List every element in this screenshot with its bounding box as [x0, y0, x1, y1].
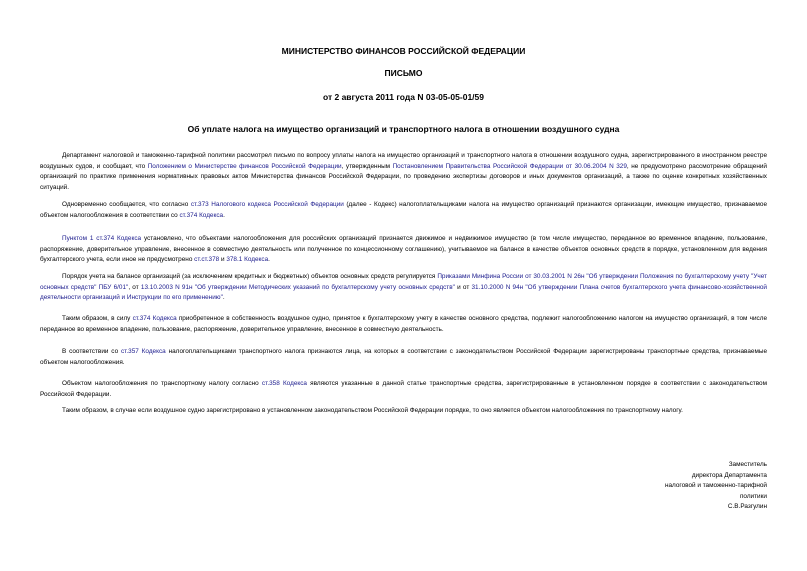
document-date-number: от 2 августа 2011 года N 03-05-05-01/59: [322, 92, 484, 102]
paragraph-1: [40, 151, 767, 193]
link-order-26n[interactable]: Приказами Минфина России от 30.03.2001 N 26н "Об утверждении Положения по бухгалтерскому учету "Учет основных средств" ПБУ 6/01": [40, 273, 767, 291]
link-article-378-1[interactable]: 378.1 Кодекса: [226, 256, 269, 263]
link-government-resolution[interactable]: Постановлением Правительства Российской Федерации от 30.06.2004 N 329: [392, 162, 627, 170]
document-type: ПИСЬМО: [384, 68, 423, 78]
text: .: [222, 294, 225, 301]
signature-title-line-3: налоговой и таможенно-тарифной: [664, 482, 767, 489]
text: и от: [454, 283, 472, 291]
ministry-heading: МИНИСТЕРСТВО ФИНАНСОВ РОССИЙСКОЙ ФЕДЕРАЦИИ: [281, 46, 526, 56]
link-order-94n[interactable]: 31.10.2000 N 94н "Об утверждении Плана счетов бухгалтерского учета финансово-хозяйственной деятельности организаций и Инструкции по его применению": [40, 283, 767, 301]
text: .: [223, 211, 225, 219]
text: (далее - Кодекс) налогоплательщиками налога на имущество организаций признаются организации, имеющие имущество, признаваемое объектом налогообложения в соответствии со: [40, 201, 767, 219]
text: Одновременно сообщается, что согласно: [62, 201, 191, 208]
signature-title-line-1: Заместитель: [728, 461, 767, 468]
text: установлено, что объектами налогообложения для российских организаций признается движимое и недвижимое имущество (в том числе имущество, переданное во временное владение, пользование, распоряжение, доверительное управление, внесенное в совместную деятельность или полученное по концессионному соглашению), учитываемое на балансе в качестве объектов основных средств в порядке, установленном для ведения бухгалтерского учета, если иное не предусмотрено: [40, 235, 767, 263]
text: .: [268, 256, 270, 263]
text: , от: [128, 283, 141, 291]
text: налогоплательщиками транспортного налога признаются лица, на которых в соответствии с законодательством Российской Федерации зарегистрированы транспортные средства, признаваемые объектом налогообложения.: [40, 348, 767, 366]
paragraph-2: [40, 200, 767, 221]
signature-block: [567, 460, 767, 513]
document-subject: Об уплате налога на имущество организаций и транспортного налога в отношении воздушного судна: [187, 124, 620, 134]
link-article-357[interactable]: ст.357 Кодекса: [120, 348, 166, 355]
text: , утвержденным: [341, 162, 393, 170]
text: Таким образом, в силу: [62, 315, 133, 322]
text: В соответствии со: [62, 348, 121, 355]
link-article-374[interactable]: ст.374 Кодекса: [179, 211, 224, 219]
link-article-374-p1[interactable]: Пунктом 1 ст.374 Кодекса: [62, 235, 142, 242]
text: приобретенное в собственность воздушное судно, принятое к бухгалтерскому учету в качестве основного средства, подлежит налогообложению налогом на имущество организаций, в том числе переданное во временное владение, пользование, распоряжение, доверительное управление, внесенное в совместную деятельность.: [40, 315, 768, 333]
paragraph-7: [40, 379, 767, 400]
paragraph-4: [40, 272, 767, 304]
text: и: [219, 256, 227, 263]
link-article-374[interactable]: ст.374 Кодекса: [132, 315, 177, 322]
text: Таким образом, в случае если воздушное судно зарегистрировано в установленном законодательством Российской Федерации порядке, то оно является объектом налогообложения по транспортному налогу.: [62, 407, 683, 414]
paragraph-5: [40, 314, 767, 335]
text: Департамент налоговой и таможенно-тарифной политики рассмотрел письмо по вопросу уплаты налога на имущество организаций и транспортного налога в отношении воздушного судна, зарегистрированного в иностранном реестре воздушных судов, и сообщает, что: [40, 152, 767, 170]
signatory-name: С.В.Разгулин: [727, 503, 767, 510]
paragraph-6: [40, 347, 767, 368]
link-order-91n[interactable]: 13.10.2003 N 91н "Об утверждении Методических указаний по бухгалтерскому учету основных средств": [140, 283, 455, 291]
link-article-358[interactable]: ст.358 Кодекса: [261, 380, 307, 387]
text: , не предусмотрено рассмотрение обращений организаций по практике применения нормативных правовых актов Министерства финансов Российской Федерации, по проведению экспертизы договоров и иных документов организаций, а также по оценке конкретных хозяйственных ситуаций.: [40, 162, 767, 191]
link-article-378[interactable]: ст.ст.378: [194, 256, 220, 263]
paragraph-8: [40, 406, 767, 417]
paragraph-3: [40, 234, 767, 266]
text: Объектом налогообложения по транспортному налогу согласно: [62, 380, 262, 387]
link-article-373[interactable]: ст.373 Налогового кодекса Российской Федерации: [190, 201, 344, 208]
signature-title-line-2: директора Департамента: [691, 471, 767, 479]
signature-title-line-4: политики: [739, 492, 767, 500]
link-ministry-regulation[interactable]: Положением о Министерстве финансов Российской Федерации: [147, 162, 342, 170]
text: Порядок учета на балансе организаций (за исключением кредитных и бюджетных) объектов основных средств регулируется: [62, 273, 438, 280]
text: являются указанные в данной статье транспортные средства, зарегистрированные в установленном порядке в соответствии с законодательством Российской Федерации.: [40, 380, 768, 398]
